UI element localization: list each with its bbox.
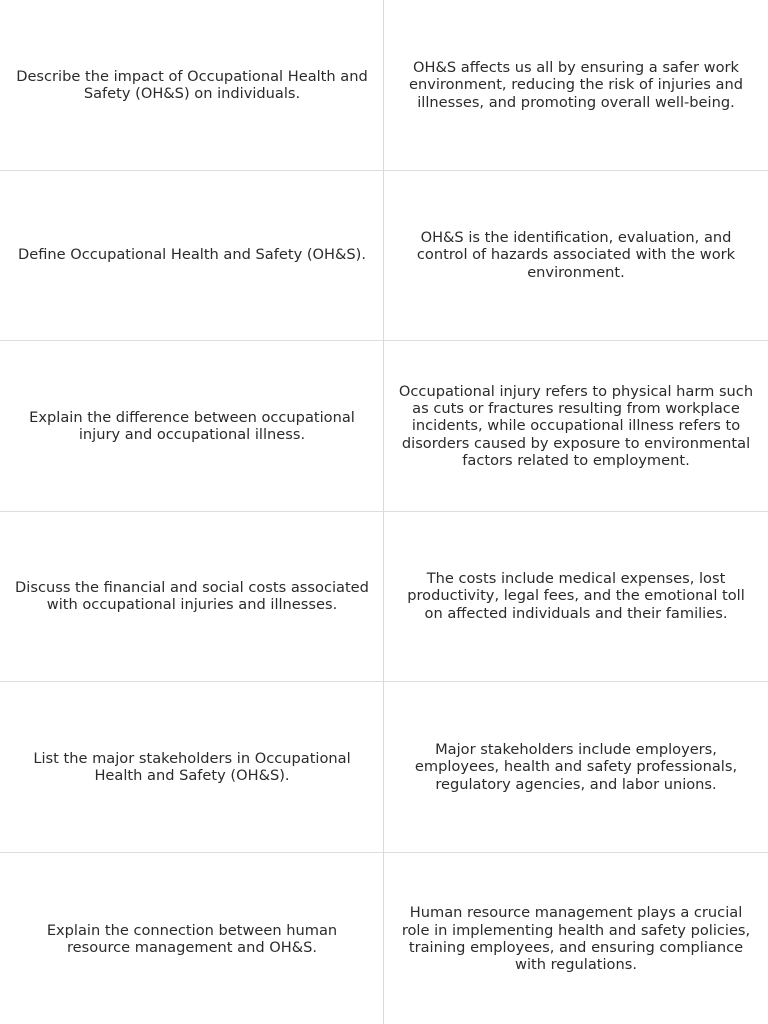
flashcard-row <box>0 854 768 1024</box>
question-cell <box>0 0 384 170</box>
question-cell <box>0 511 384 681</box>
flashcard-row <box>0 0 768 171</box>
answer-text: The costs include medical expenses, lost productivity, legal fees, and the emotional toll on affected individuals and their families. <box>407 570 745 622</box>
answer-cell <box>384 682 768 852</box>
answer-cell <box>384 0 768 170</box>
answer-text: Major stakeholders include employers, employees, health and safety professionals, regulatory agencies, and labor unions. <box>414 741 738 793</box>
question-text: Describe the impact of Occupational Health and Safety (OH&S) on individuals. <box>16 67 368 102</box>
answer-cell <box>384 341 768 511</box>
answer-text: OH&S affects us all by ensuring a safer work environment, reducing the risk of injuries and illnesses, and promoting overall well-being. <box>408 59 743 111</box>
question-cell <box>0 341 384 511</box>
flashcard-row <box>0 511 768 682</box>
answer-cell <box>384 854 768 1024</box>
question-text: Define Occupational Health and Safety (OH&S). <box>18 246 366 264</box>
question-text: Explain the connection between human resource management and OH&S. <box>46 921 338 956</box>
question-text: Discuss the financial and social costs associated with occupational injuries and illnesses. <box>15 578 369 613</box>
flashcard-row <box>0 341 768 512</box>
answer-cell <box>384 511 768 681</box>
question-cell <box>0 682 384 852</box>
question-cell <box>0 854 384 1024</box>
question-text: List the major stakeholders in Occupational Health and Safety (OH&S). <box>33 749 351 784</box>
answer-text: Occupational injury refers to physical harm such as cuts or fractures resulting from workplace incidents, while occupational illness refers to disorders caused by exposure to environmental factors related to employment. <box>398 382 754 469</box>
answer-cell <box>384 170 768 340</box>
answer-text: OH&S is the identification, evaluation, and control of hazards associated with the work environment. <box>416 229 736 281</box>
question-text: Explain the difference between occupational injury and occupational illness. <box>29 408 355 443</box>
flashcard-row <box>0 170 768 341</box>
answer-text: Human resource management plays a crucial role in implementing health and safety policies, training employees, and ensuring compliance with regulations. <box>401 904 751 974</box>
question-cell <box>0 170 384 340</box>
flashcard-row <box>0 682 768 853</box>
